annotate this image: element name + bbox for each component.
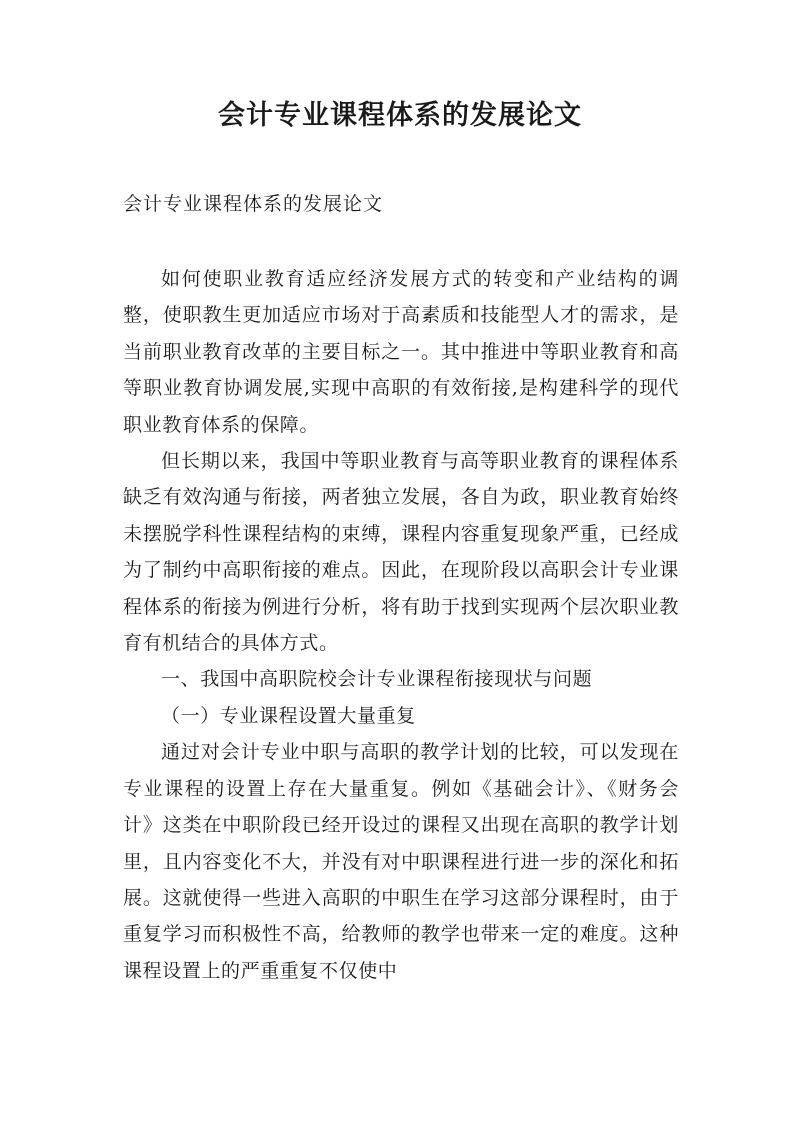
section-heading: 一、我国中高职院校会计专业课程衔接现状与问题: [161, 668, 593, 691]
body-paragraph: 如何使职业教育适应经济发展方式的转变和产业结构的调整，使职教生更加适应市场对于高素质和技能型人才的需求，是当前职业教育改革的主要目标之一。其中推进中等职业教育和高等职业教育协调发展,实现中高职的有效衔接,是构建科学的现代职业教育体系的保障。: [123, 268, 679, 436]
body-paragraph: 通过对会计专业中职与高职的教学计划的比较，可以发现在专业课程的设置上存在大量重复。例如《基础会计》、《财务会计》这类在中职阶段已经开设过的课程又出现在高职的教学计划里，且内容变化不大，并没有对中职课程进行进一步的深化和拓展。这就使得一些进入高职的中职生在学习这部分课程时，由于重复学习而积极性不高，给教师的教学也带来一定的难度。这种课程设置上的严重重复不仅使中: [123, 741, 679, 982]
document-subtitle: 会计专业课程体系的发展论文: [123, 193, 384, 215]
subsection-heading: （一）专业课程设置大量重复: [161, 704, 416, 727]
document-title: 会计专业课程体系的发展论文: [218, 100, 582, 131]
body-paragraph: 但长期以来，我国中等职业教育与高等职业教育的课程体系缺乏有效沟通与衔接，两者独立发展，各自为政，职业教育始终未摆脱学科性课程结构的束缚，课程内容重复现象严重，已经成为了制约中高职衔接的难点。因此，在现阶段以高职会计专业课程体系的衔接为例进行分析，将有助于找到实现两个层次职业教育有机结合的具体方式。: [123, 450, 679, 655]
document-body: [123, 261, 679, 989]
